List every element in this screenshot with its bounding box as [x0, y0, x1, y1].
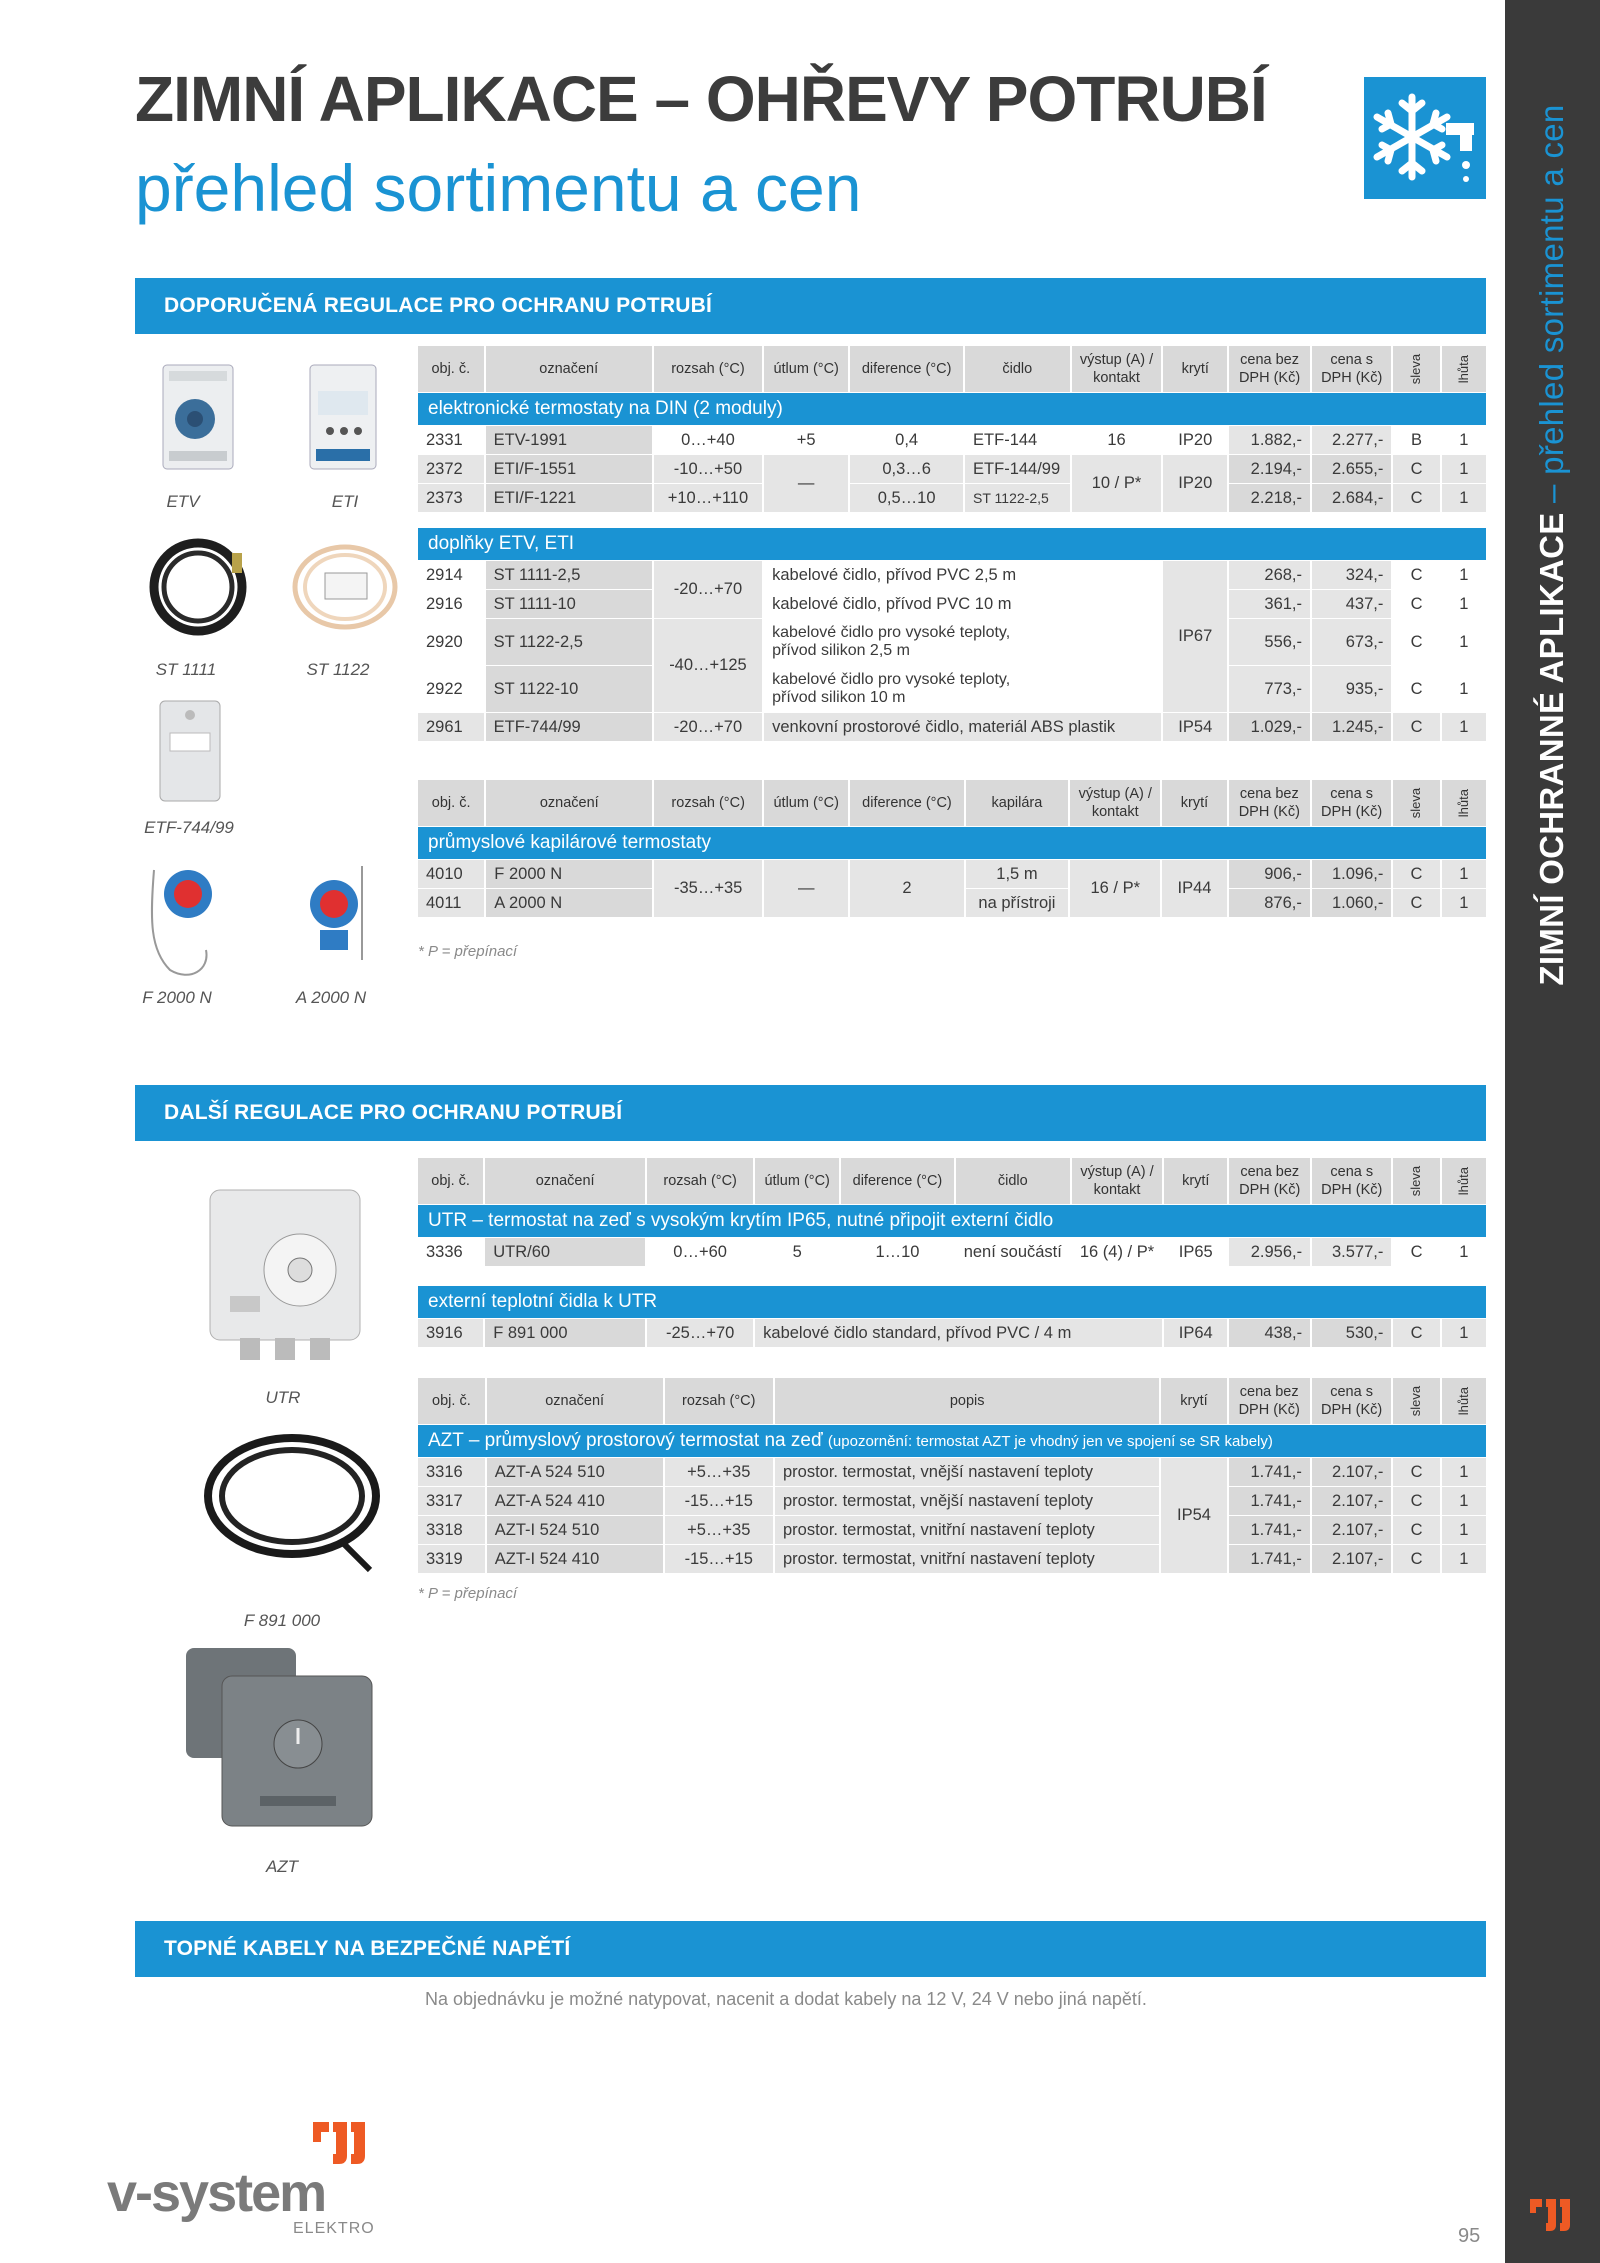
caption-st1122: ST 1122: [306, 660, 370, 679]
table-row: 2922 ST 1122-10 kabelové čidlo pro vysoké teploty, přívod silikon 10 m 773,- 935,- C 1: [418, 666, 1486, 712]
section-row-din: elektronické termostaty na DIN (2 moduly): [418, 393, 1486, 425]
table-row: 2914 ST 1111-2,5 -20…+70 kabelové čidlo, přívod PVC 2,5 m IP67 268,- 324,- C 1: [418, 561, 1486, 589]
caption-etv: ETV: [166, 492, 200, 511]
table-row: 3317 AZT-A 524 410 -15…+15 prostor. termostat, vnější nastavení teploty 1.741,- 2.107,- C 1: [418, 1487, 1486, 1515]
footnote-switch: * P = přepínací: [418, 1585, 518, 1602]
table-row: 3316 AZT-A 524 510 +5…+35 prostor. termostat, vnější nastavení teploty IP54 1.741,- 2.107,- C 1: [418, 1458, 1486, 1486]
table-header: obj. č. označení rozsah (°C) útlum (°C) diference (°C) kapilára výstup (A) / kontakt krytí cena bez DPH (Kč) cena s DPH (Kč) sleva lhůta: [418, 780, 1486, 826]
section-header-other: DALŠÍ REGULACE PRO OCHRANU POTRUBÍ: [135, 1085, 1486, 1141]
table-utr: [416, 1157, 1488, 1348]
st1111-image: [140, 525, 260, 645]
caption-st1111: ST 1111: [155, 660, 217, 679]
table-row: 2331 ETV-1991 0…+40 +5 0,4 ETF-144 16 IP20 1.882,- 2.277,- B 1: [418, 426, 1486, 454]
table-header: obj. č. označení rozsah (°C) útlum (°C) diference (°C) čidlo výstup (A) / kontakt krytí cena bez DPH (Kč) cena s DPH (Kč) sleva lhůta: [418, 1158, 1486, 1204]
table-row: 4010 F 2000 N -35…+35 — 2 1,5 m 16 / P* IP44 906,- 1.096,- C 1: [418, 860, 1486, 888]
table-row: 2373 ETI/F-1221 +10…+110 0,5…10 ST 1122-2,5 2.218,- 2.684,- C 1: [418, 484, 1486, 512]
table-row: 2961 ETF-744/99 -20…+70 venkovní prostorové čidlo, materiál ABS plastik IP54 1.029,- 1.245,- C 1: [418, 713, 1486, 741]
caption-a2000n: A 2000 N: [295, 988, 367, 1007]
page-title: ZIMNÍ APLIKACE – OHŘEVY POTRUBÍ: [135, 63, 1267, 135]
caption-azt: AZT: [265, 1857, 299, 1876]
section-row-accessories: doplňky ETV, ETI: [418, 528, 1486, 560]
a2000n-image: [300, 860, 370, 970]
caption-f891000: F 891 000: [243, 1611, 321, 1630]
table-row: 3336 UTR/60 0…+60 5 1…10 není součástí 16 (4) / P* IP65 2.956,- 3.577,- C 1: [418, 1238, 1486, 1266]
snowflake-faucet-icon: [1364, 77, 1486, 199]
eti-image: [300, 357, 386, 475]
section-row-external-sensors: externí teplotní čidla k UTR: [418, 1286, 1486, 1318]
table-capillary-thermostats: [416, 779, 1488, 918]
table-azt: [416, 1377, 1488, 1574]
table-row: 2916 ST 1111-10 kabelové čidlo, přívod PVC 10 m 361,- 437,- C 1: [418, 590, 1486, 618]
brand-sub: ELEKTRO: [293, 2220, 375, 2237]
caption-etf744: ETF-744/99: [144, 818, 234, 837]
table-row: 3916 F 891 000 -25…+70 kabelové čidlo standard, přívod PVC / 4 m IP64 438,- 530,- C 1: [418, 1319, 1486, 1347]
f891000-image: [200, 1420, 390, 1580]
brand-logo: [107, 2120, 387, 2240]
etv-image: [155, 357, 241, 475]
cables-note: Na objednávku je možné natypovat, nacenit a dodat kabely na 12 V, 24 V nebo jiná napětí.: [425, 1989, 1147, 2009]
table-header: obj. č. označení rozsah (°C) popis krytí cena bez DPH (Kč) cena s DPH (Kč) sleva lhůta: [418, 1378, 1486, 1424]
table-row: 2920 ST 1122-2,5 -40…+125 kabelové čidlo pro vysoké teploty, přívod silikon 2,5 m 556,- 673,- C 1: [418, 619, 1486, 665]
table-row: 4011 A 2000 N na přístroji 876,- 1.060,- C 1: [418, 889, 1486, 917]
footnote-switch: * P = přepínací: [418, 943, 518, 960]
side-title: ZIMNÍ OCHRANNÉ APLIKACE – přehled sortimentu a cen: [1533, 104, 1570, 986]
section-row-azt: AZT – průmyslový prostorový termostat na zeď (upozornění: termostat AZT je vhodný jen ve spojení se SR kabely): [418, 1425, 1486, 1457]
etf744-image: [150, 695, 230, 807]
brand-mark-icon: [1528, 2195, 1572, 2235]
table-row: 2372 ETI/F-1551 -10…+50 — 0,3…6 ETF-144/99 10 / P* IP20 2.194,- 2.655,- C 1: [418, 455, 1486, 483]
section-header-cables: TOPNÉ KABELY NA BEZPEČNÉ NAPĚTÍ: [135, 1921, 1486, 1977]
caption-f2000n: F 2000 N: [142, 988, 212, 1007]
page-subtitle: přehled sortimentu a cen: [135, 151, 862, 225]
table-row: 3319 AZT-I 524 410 -15…+15 prostor. termostat, vnitřní nastavení teploty 1.741,- 2.107,- C 1: [418, 1545, 1486, 1573]
utr-image: [190, 1180, 380, 1375]
table-din-thermostats: [416, 345, 1488, 742]
brand-name: v-system: [107, 2163, 326, 2223]
section-header-recommended: DOPORUČENÁ REGULACE PRO OCHRANU POTRUBÍ: [135, 278, 1486, 334]
section-row-utr: UTR – termostat na zeď s vysokým krytím IP65, nutné připojit externí čidlo: [418, 1205, 1486, 1237]
section-row-capillary: průmyslové kapilárové termostaty: [418, 827, 1486, 859]
st1122-image: [285, 525, 405, 645]
caption-utr: UTR: [265, 1388, 301, 1407]
table-row: 3318 AZT-I 524 510 +5…+35 prostor. termostat, vnitřní nastavení teploty 1.741,- 2.107,- C 1: [418, 1516, 1486, 1544]
table-header: obj. č. označení rozsah (°C) útlum (°C) diference (°C) čidlo výstup (A) / kontakt krytí cena bez DPH (Kč) cena s DPH (Kč) sleva lhůta: [418, 346, 1486, 392]
azt-image: [180, 1640, 380, 1840]
f2000n-image: [140, 860, 220, 985]
page-number: 95: [1458, 2225, 1481, 2247]
caption-eti: ETI: [331, 492, 359, 511]
